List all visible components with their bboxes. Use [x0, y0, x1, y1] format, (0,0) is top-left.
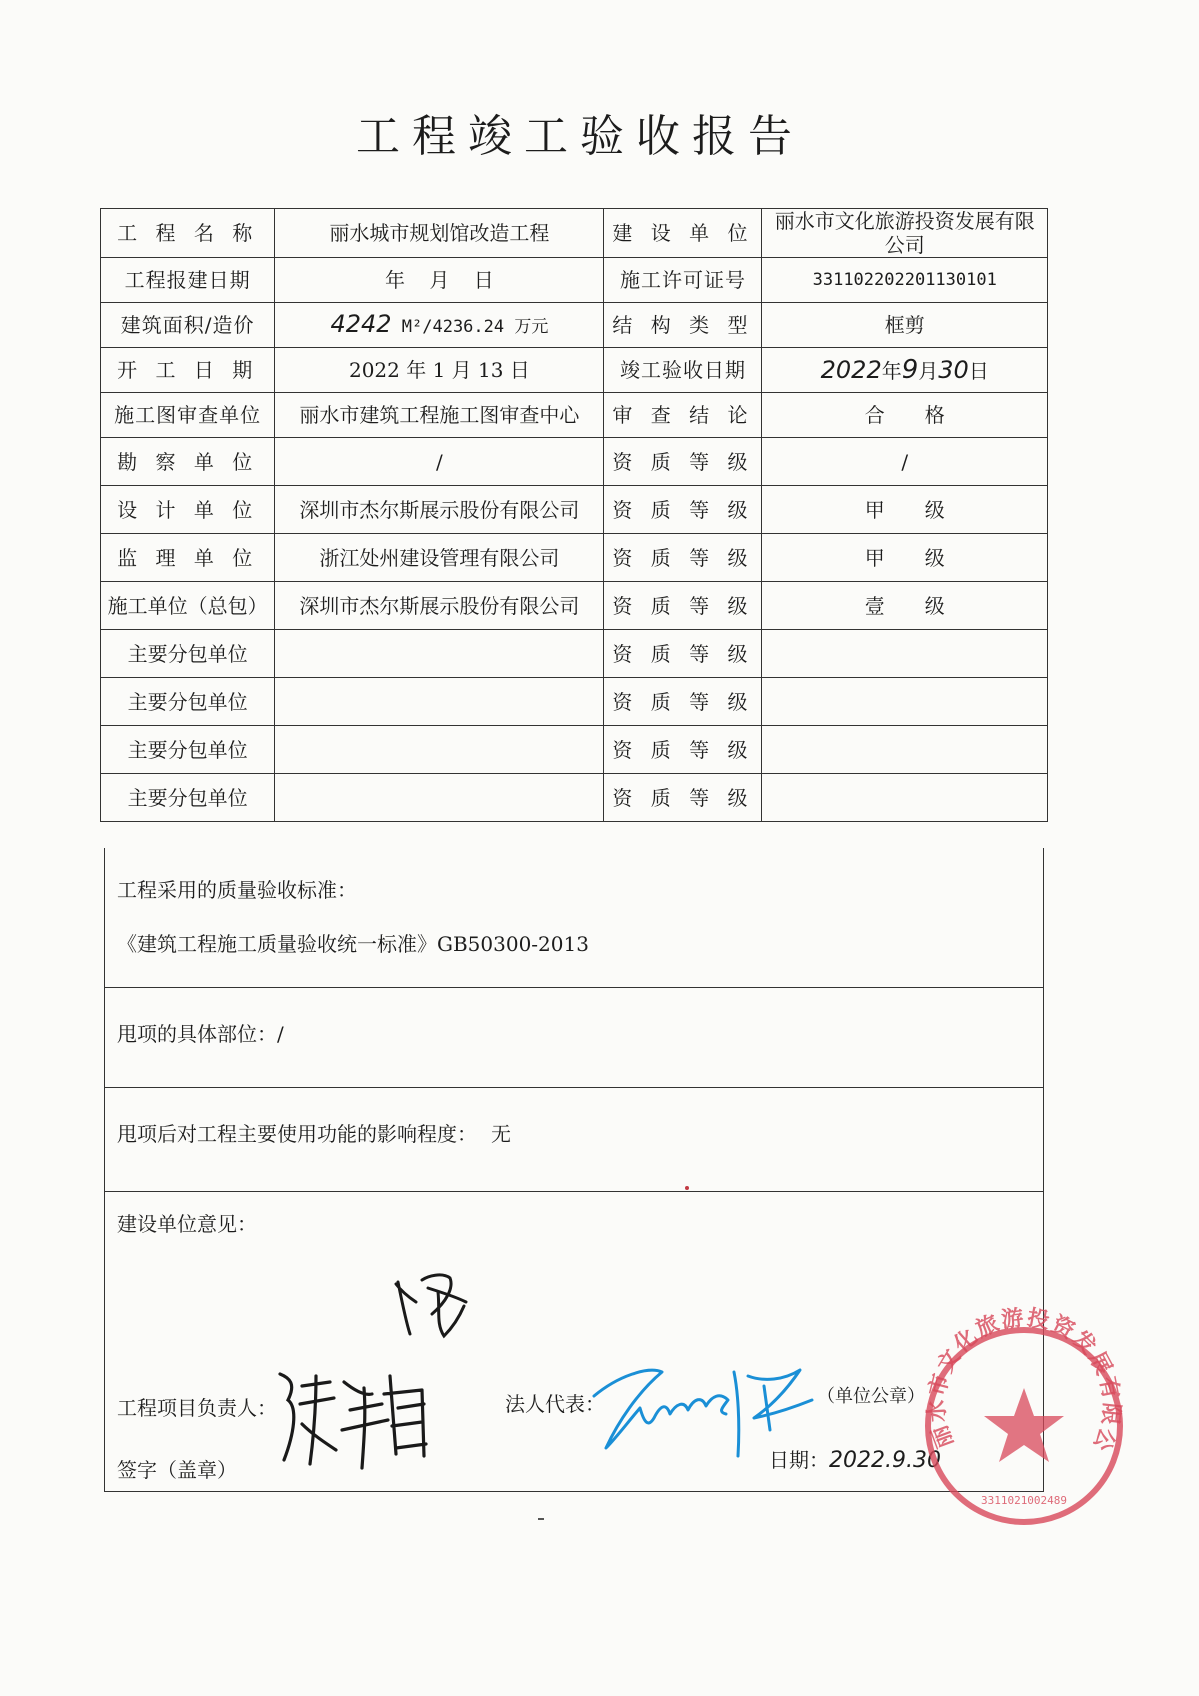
structure-label: 结 构 类 型	[604, 303, 762, 348]
date-value-handwritten: 2022.9.30	[829, 1448, 941, 1473]
accept-day-handwritten: 30	[938, 355, 969, 384]
legal-rep-label: 法人代表：	[505, 1392, 605, 1416]
contractor-grade-label: 资 质 等 级	[604, 582, 762, 630]
project-info-table	[100, 208, 1048, 822]
area-handwritten: 4242	[330, 309, 392, 338]
project-manager-label: 工程项目负责人：	[117, 1396, 277, 1420]
date-label-text: 日期：	[769, 1448, 829, 1472]
accept-date-label: 竣工验收日期	[604, 348, 762, 393]
survey-grade-label: 资 质 等 级	[604, 438, 762, 486]
design-label: 设 计 单 位	[101, 486, 275, 534]
builder-label: 建 设 单 位	[604, 209, 762, 258]
scan-mark	[538, 1518, 544, 1520]
quality-standard-label: 工程采用的质量验收标准：	[117, 878, 357, 902]
sub-grade-label-2: 资 质 等 级	[604, 678, 762, 726]
skipped-items-label: 甩项的具体部位：/	[117, 1022, 284, 1046]
drawing-review-label: 施工图审查单位	[101, 393, 275, 438]
accept-month-handwritten: 9	[901, 354, 919, 385]
accept-month-unit: 月	[918, 358, 939, 383]
sub-grade-label-4: 资 质 等 级	[604, 774, 762, 822]
company-seal-stamp	[911, 1305, 1124, 1526]
area-value	[275, 303, 604, 348]
survey-value: /	[275, 438, 604, 486]
unit-seal-label: （单位公章）	[817, 1386, 925, 1407]
builder-opinion-section	[104, 1192, 1044, 1492]
builder-value: 丽水市文化旅游投资发展有限公司	[762, 209, 1048, 258]
survey-label: 勘 察 单 位	[101, 438, 275, 486]
sub-grade-value-1	[762, 630, 1048, 678]
sub-value-1	[275, 630, 604, 678]
structure-value: 框剪	[762, 303, 1048, 348]
stamp-name-text: 丽水市文化旅游投资发展有限公司	[911, 1305, 1124, 1456]
impact-answer: 无	[491, 1122, 511, 1146]
sub-label-4: 主要分包单位	[101, 774, 275, 822]
sub-grade-value-2	[762, 678, 1048, 726]
drawing-review-value: 丽水市建筑工程施工图审查中心	[275, 393, 604, 438]
review-result-value: 合 格	[762, 393, 1048, 438]
sub-label-1: 主要分包单位	[101, 630, 275, 678]
contractor-grade-value: 壹 级	[762, 582, 1048, 630]
sign-stamp-label: 签字（盖章）	[117, 1458, 237, 1482]
sub-label-2: 主要分包单位	[101, 678, 275, 726]
start-date-label: 开 工 日 期	[101, 348, 275, 393]
supervision-grade-label: 资 质 等 级	[604, 534, 762, 582]
impact-label	[117, 1118, 511, 1147]
contractor-label: 施工单位（总包）	[101, 582, 275, 630]
area-label: 建筑面积/造价	[101, 303, 275, 348]
supervision-label: 监 理 单 位	[101, 534, 275, 582]
stamp-code-text: 3311021002489	[980, 1494, 1068, 1507]
permit-value: 331102202201130101	[762, 258, 1048, 303]
builder-opinion-label: 建设单位意见：	[117, 1212, 257, 1236]
start-date-value: 2022 年 1 月 13 日	[275, 348, 604, 393]
impact-question: 甩项后对工程主要使用功能的影响程度：	[117, 1122, 477, 1146]
sub-grade-value-4	[762, 774, 1048, 822]
accept-year-handwritten: 2022	[820, 355, 882, 384]
document-title: 工程竣工验收报告	[356, 111, 804, 162]
report-date-value: 年 月 日	[275, 258, 604, 303]
project-name-label: 工 程 名 称	[101, 209, 275, 258]
sub-value-4	[275, 774, 604, 822]
quality-standard-value: 《建筑工程施工质量验收统一标准》GB50300-2013	[117, 932, 589, 956]
supervision-grade-value: 甲 级	[762, 534, 1048, 582]
design-grade-label: 资 质 等 级	[604, 486, 762, 534]
legal-rep-signature	[588, 1352, 828, 1472]
accept-date-value	[762, 348, 1048, 393]
survey-grade-value: /	[762, 438, 1048, 486]
design-grade-value: 甲 级	[762, 486, 1048, 534]
sub-value-2	[275, 678, 604, 726]
skipped-items-section	[104, 988, 1044, 1088]
accept-year-unit: 年	[881, 358, 902, 383]
project-manager-signature	[272, 1364, 432, 1474]
area-rest: M²/4236.24 万元	[391, 316, 549, 337]
permit-label: 施工许可证号	[604, 258, 762, 303]
sub-label-3: 主要分包单位	[101, 726, 275, 774]
sub-grade-value-3	[762, 726, 1048, 774]
red-dot-mark	[685, 1186, 689, 1190]
project-name-value: 丽水城市规划馆改造工程	[275, 209, 604, 258]
report-date-label: 工程报建日期	[101, 258, 275, 303]
impact-section	[104, 1088, 1044, 1192]
sub-grade-label-1: 资 质 等 级	[604, 630, 762, 678]
review-result-label: 审 查 结 论	[604, 393, 762, 438]
sub-value-3	[275, 726, 604, 774]
sub-grade-label-3: 资 质 等 级	[604, 726, 762, 774]
design-value: 深圳市杰尔斯展示股份有限公司	[275, 486, 604, 534]
accept-day-unit: 日	[968, 358, 989, 383]
agree-handwriting	[388, 1262, 478, 1352]
supervision-value: 浙江处州建设管理有限公司	[275, 534, 604, 582]
quality-standard-section	[104, 848, 1044, 988]
contractor-value: 深圳市杰尔斯展示股份有限公司	[275, 582, 604, 630]
